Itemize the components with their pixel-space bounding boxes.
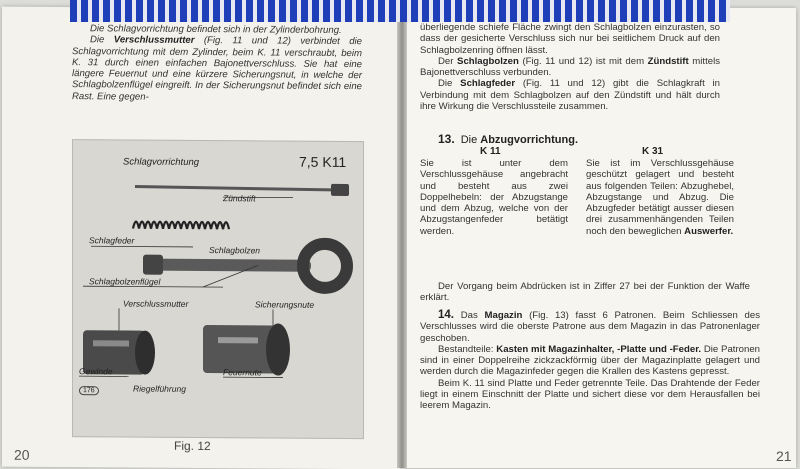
label-gewinde: Gewinde	[79, 366, 113, 376]
label-schlagbolzenfluegel: Schlagbolzenflügel	[89, 276, 160, 286]
label-verschlussmutter: Verschlussmutter	[123, 298, 188, 308]
section-13-closing-text: Der Vorgang beim Abdrücken ist in Ziffer 27 bei der Funktion der Waffe erklärt.	[420, 281, 750, 304]
col-k31-text	[586, 158, 734, 237]
left-paragraph-2	[72, 34, 362, 104]
section-14-paragraph-3: Beim K. 11 sind Platte und Feder getrennte Teile. Das Drahtende der Feder liegt in einem Einschnitt der Platte und sichert diese vor dem Herausfallen bei leerem Magazin.	[420, 378, 760, 412]
section-14-paragraph-1	[420, 310, 760, 344]
term-zuendstift: Zündstift	[648, 56, 689, 67]
term-schlagbolzen: Schlagbolzen	[457, 56, 519, 67]
label-riegelfuehrung: Riegelführung	[133, 384, 186, 394]
col-k11-text: Sie ist unter dem Verschlussgehäuse angebracht und besteht aus zwei Doppelhebeln: der Abzugstange und dem Abzug, welche von der Abzugstangenfeder betätigt werden.	[420, 158, 568, 237]
col-head-k31: K 31	[642, 146, 663, 157]
page-number-right: 21	[776, 448, 792, 464]
label-schlagbolzen: Schlagbolzen	[209, 245, 260, 255]
right-paragraph-2	[420, 56, 720, 79]
page-gutter	[397, 8, 407, 468]
figure-12-photo	[72, 139, 364, 439]
label-feuernute: Feuernute	[223, 367, 262, 377]
term-schlagfeder: Schlagfeder	[460, 78, 515, 89]
firing-pin-head	[331, 184, 349, 196]
right-paragraph-1: überliegende schiefe Fläche zwingt den Schlagbolzen einzurasten, so dass der gesicherte Verschluss sich nur bei seitlichem Druck auf den Schlagbolzenring öffnen lässt.	[420, 22, 720, 56]
section-13-number: 13.	[438, 132, 455, 146]
section-13-closing	[420, 281, 750, 304]
figure-stamp: 176	[79, 386, 99, 395]
term-verschlussmutter: Verschlussmutter	[114, 35, 195, 47]
text-run: Die	[90, 35, 114, 46]
section-14-number: 14.	[438, 309, 454, 321]
label-sicherungsnute: Sicherungsnute	[255, 299, 314, 309]
firing-pin-shape	[135, 187, 331, 190]
col-head-k11: K 11	[480, 146, 501, 157]
text-run: (Fig. 11 und 12) ist mit dem	[519, 56, 648, 67]
text-run: Die Patronen sind in einer Doppelreihe zickzackförmig über der Magazinplatte gelagert und werden durch die Magazinfeder gegen die Krallen des Kastens gepresst.	[420, 344, 760, 378]
text-run: Sie ist im Verschlussgehäuse geschützt gelagert und besteht aus folgenden Teilen: Abzughebel, Abzugstange und Abzug. Die Abzugfeder betätigt ausser diesen drei zusammenhängenden Teilen noch den beweglichen	[586, 158, 734, 237]
figure-title: Schlagvorrichtung	[123, 156, 199, 168]
text-run: Die	[461, 134, 481, 146]
label-zuendstift: Zündstift	[223, 193, 256, 203]
section-13-title: Abzugvorrichtung.	[480, 134, 578, 146]
spiral-binding	[70, 0, 730, 22]
right-paragraph-3	[420, 78, 720, 112]
text-run: mittels Bajonettverschluss verbunden.	[420, 56, 720, 78]
term-magazin: Magazin	[485, 310, 523, 321]
firing-mechanism-illustration	[73, 140, 363, 438]
spring-shape	[133, 222, 229, 230]
text-run: Der	[438, 56, 457, 67]
section-14-block	[420, 310, 760, 412]
term-bestandteile: Kasten mit Magazinhalter, -Platte und -Feder.	[496, 344, 701, 355]
section-14-paragraph-2	[420, 344, 760, 378]
figure-model: 7,5 K11	[299, 154, 346, 170]
text-run: (Fig. 11 und 12) gibt die Schlagkraft in Verbindung mit dem Schlagbolzen auf den Zündstift und hält durch ihre Wirkung die Verschlussteile zusammen.	[420, 78, 720, 112]
left-text-block	[72, 23, 362, 104]
text-run: Die	[438, 78, 460, 89]
text-run: (Fig. 11 und 12) verbindet die Schlagvorrichtung mit dem Zylinder, beim K. 11 verschraubt, beim K. 31 durch einen einfachen Bajonettverschluss. Sie hat eine längere Feuernut und eine kürzere Sicherungsnut, in welche der Schlagbolzenflügel eingreift. In der Sicherungsnut befindet sich eine Rast. Eine gegen-	[72, 35, 362, 102]
figure-caption: Fig. 12	[174, 439, 211, 453]
text-run: Das	[461, 310, 485, 321]
page-number-left: 20	[14, 447, 30, 463]
striker-rod	[151, 259, 311, 272]
section-13-heading	[438, 132, 578, 146]
term-auswerfer: Auswerfer.	[684, 226, 733, 237]
right-text-block-top	[420, 22, 720, 112]
left-paragraph-1: Die Schlagvorrichtung befindet sich in der Zylinderbohrung.	[72, 23, 362, 36]
right-page	[404, 8, 796, 468]
text-run: (Fig. 13) fasst 6 Patronen. Beim Schliessen des Verschlusses wird die oberste Patrone aus dem Magazin in das Patronenlager geschoben.	[420, 310, 760, 344]
text-run: Bestandteile:	[438, 344, 496, 355]
left-page	[2, 7, 400, 469]
label-schlagfeder: Schlagfeder	[89, 235, 134, 245]
